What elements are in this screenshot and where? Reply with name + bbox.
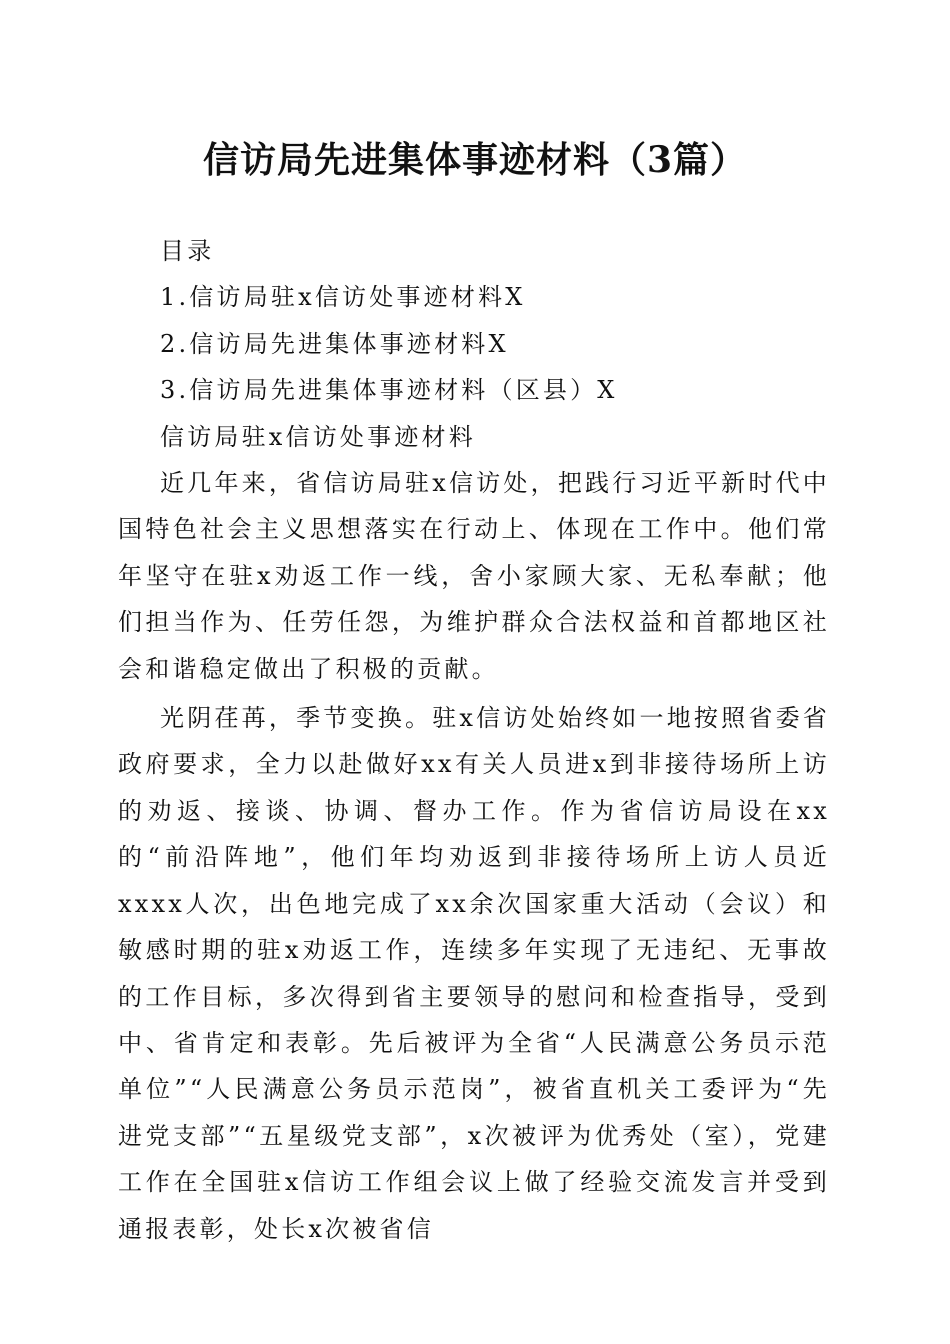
document-body [118,228,830,1252]
section-heading: 信访局驻x信访处事迹材料 [160,422,476,451]
document-title: 信访局先进集体事迹材料（3篇） [202,139,748,181]
toc-item-1: 1.信访局驻x信访处事迹材料X [160,283,526,312]
paragraph-1: 近几年来，省信访局驻x信访处，把践行习近平新时代中国特色社会主义思想落实在行动上、体现在工作中。他们常年坚守在驻x劝返工作一线，舍小家顾大家、无私奉献；他们担当作为、任劳任怨，为维护群众合法权益和首都地区社会和谐稳定做出了积极的贡献。 [118,469,830,683]
toc-item-3: 3.信访局先进集体事迹材料（区县）X [160,376,618,405]
toc-item-2: 2.信访局先进集体事迹材料X [160,329,509,358]
toc-heading: 目录 [160,237,215,265]
paragraph-2: 光阴荏苒，季节变换。驻x信访处始终如一地按照省委省政府要求，全力以赴做好xx有关人员进x到非接待场所上访的劝返、接谈、协调、督办工作。作为省信访局设在xx的“前沿阵地”，他们年均劝返到非接待场所上访人员近xxxx人次，出色地完成了xx余次国家重大活动（会议）和敏感时期的驻x劝返工作，连续多年实现了无违纪、无事故的工作目标，多次得到省主要领导的慰问和检查指导，受到中、省肯定和表彰。先后被评为全省“人民满意公务员示范单位”“人民满意公务员示范岗”，被省直机关工委评为“先进党支部”“五星级党支部”，x次被评为优秀处（室），党建工作在全国驻x信访工作组会议上做了经验交流发言并受到通报表彰，处长x次被省信 [118,704,830,1243]
